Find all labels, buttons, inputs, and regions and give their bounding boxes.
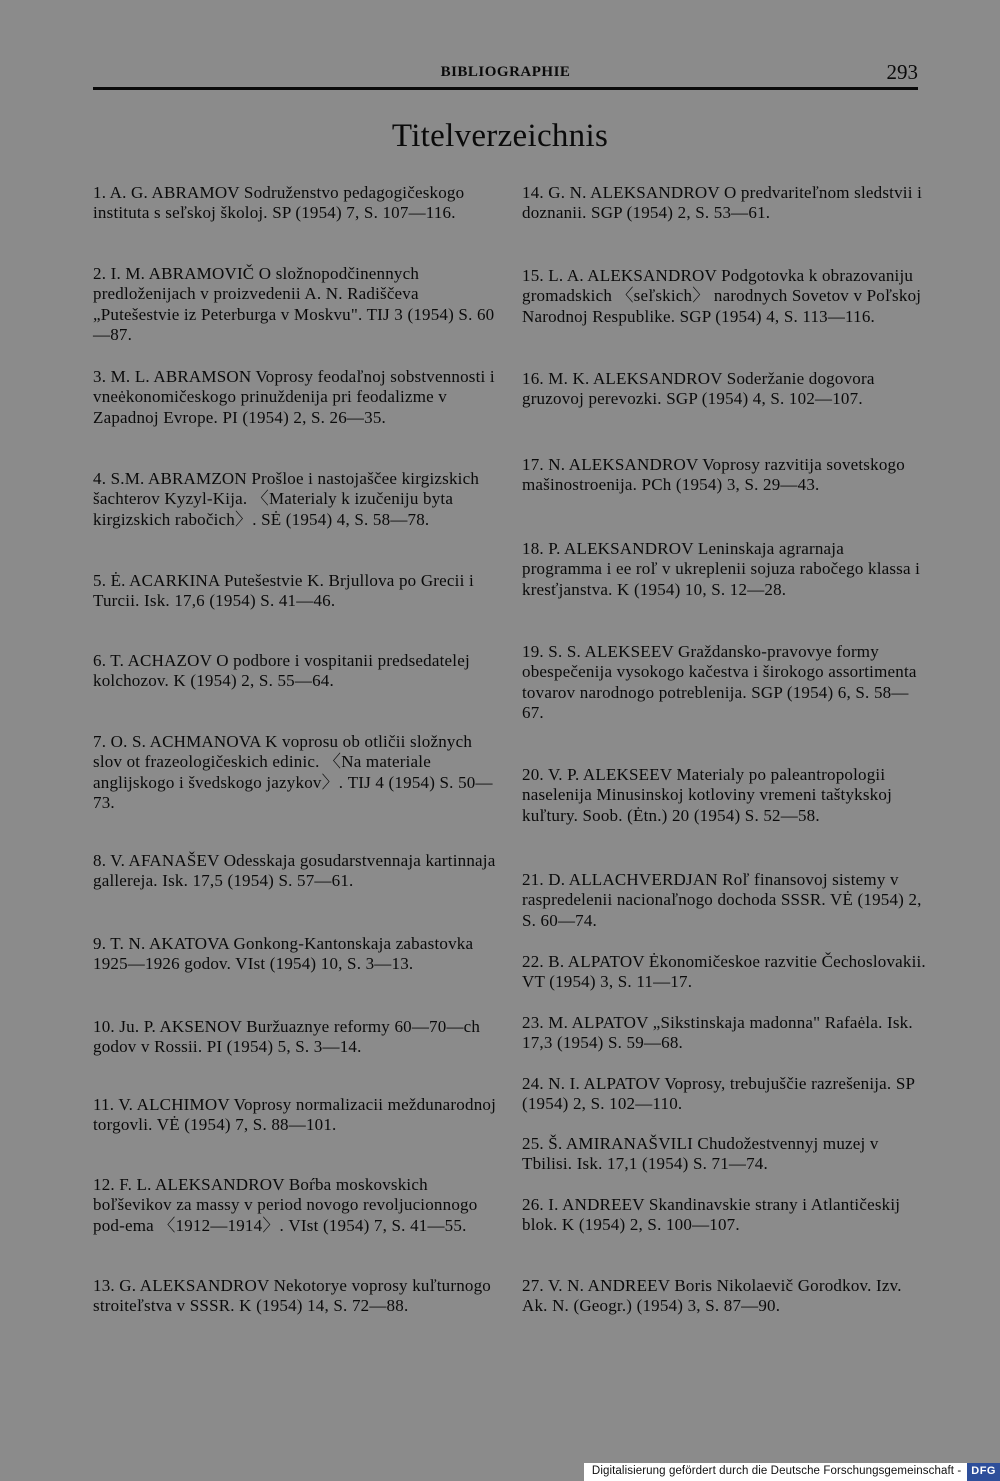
bibliography-entry: 23. M. ALPATOV „Sikstinskaja madonna" Rafaėla. Isk. 17,3 (1954) S. 59—68. [522, 1013, 913, 1053]
footer-credit-text: Digitalisierung gefördert durch die Deutsche Forschungsgemeinschaft - [584, 1463, 967, 1481]
bibliography-entry: 26. I. ANDREEV Skandinavskie strany i Atlantičeskij blok. K (1954) 2, S. 100—107. [522, 1195, 901, 1235]
bibliography-entry: 4. S.M. ABRAMZON Prošloe i nastojaščee kirgizskich šachterov Kyzyl-Kija. 〈Materialy k izučeniju byta kirgizskich rabočich〉. SĖ (1954) 4, S. 58—78. [93, 469, 480, 529]
bibliography-entry: 22. B. ALPATOV Ėkonomičeskoe razvitie Čechoslovakii. VT (1954) 3, S. 11—17. [522, 952, 926, 992]
bibliography-entry: 8. V. AFANAŠEV Odesskaja gosudarstvennaja kartinnaja gallereja. Isk. 17,5 (1954) S. 57—61. [93, 851, 496, 891]
bibliography-entry: 7. O. S. ACHMANOVA K voprosu ob otličii složnych slov ot frazeologičeskich edinic. 〈Na materiale anglijskogo i švedskogo jazykov〉. TIJ 4 (1954) S. 50—73. [93, 732, 493, 812]
bibliography-entry: 20. V. P. ALEKSEEV Materialy po paleantropologii naselenija Minusinskoj kotloviny vremeni taštykskoj kuľtury. Soob. (Ėtn.) 20 (1954) S. 52—58. [522, 765, 892, 825]
bibliography-entry: 10. Ju. P. AKSENOV Buržuaznye reformy 60—70—ch godov v Rossii. PI (1954) 5, S. 3—14. [93, 1017, 481, 1057]
bibliography-entry: 19. S. S. ALEKSEEV Graždansko-pravovye formy obespečenija vysokogo kačestva i širokogo assortimenta tovarov narodnogo potreblenija. SGP (1954) 6, S. 58—67. [522, 642, 917, 722]
digitization-footer [584, 1463, 1000, 1481]
running-title: BIBLIOGRAPHIE [440, 64, 571, 80]
bibliography-entry: 21. D. ALLACHVERDJAN Roľ finansovoj sistemy v raspredelenii nacionaľnogo dochoda SSSR. VĖ (1954) 2, S. 60—74. [522, 870, 922, 930]
header-rule [93, 87, 918, 90]
bibliography-entry: 9. T. N. AKATOVA Gonkong-Kantonskaja zabastovka 1925—1926 godov. VIst (1954) 10, S. 3—13. [93, 934, 474, 974]
bibliography-entry: 15. L. A. ALEKSANDROV Podgotovka k obrazovaniju gromadskich 〈seľskich〉 narodnych Sovetov v Poľskoj Narodnoj Respublike. SGP (1954) 4, S. 113—116. [522, 266, 922, 326]
bibliography-entry: 6. T. ACHAZOV O podbore i vospitanii predsedatelej kolchozov. K (1954) 2, S. 55—64. [93, 651, 470, 691]
dfg-logo: DFG [967, 1463, 1000, 1481]
bibliography-entry: 5. Ė. ACARKINA Putešestvie K. Brjullova po Grecii i Turcii. Isk. 17,6 (1954) S. 41—46. [93, 571, 474, 611]
bibliography-entry: 17. N. ALEKSANDROV Voprosy razvitija sovetskogo mašinostroenija. PCh (1954) 3, S. 29—43. [522, 455, 905, 495]
bibliography-entry: 14. G. N. ALEKSANDROV O predvariteľnom sledstvii i doznanii. SGP (1954) 2, S. 53—61. [522, 183, 923, 223]
bibliography-entry: 3. M. L. ABRAMSON Voprosy feodaľnoj sobstvennosti i vneėkonomičeskogo prinuždenija pri feodalizme v Zapadnoj Evrope. PI (1954) 2, S. 26—35. [93, 367, 495, 427]
bibliography-entry: 25. Š. AMIRANAŠVILI Chudožestvennyj muzej v Tbilisi. Isk. 17,1 (1954) S. 71—74. [522, 1134, 879, 1174]
bibliography-entry: 12. F. L. ALEKSANDROV Boŕba moskovskich boľševikov za massy v period novogo revoljucionnogo pod-ema 〈1912—1914〉. VIst (1954) 7, S. 41—55. [93, 1175, 478, 1235]
bibliography-entry: 18. P. ALEKSANDROV Leninskaja agrarnaja programma i ee roľ v ukreplenii sojuza rabočego klassa i kresťjanstva. K (1954) 10, S. 12—28. [522, 539, 921, 599]
page-header [93, 60, 918, 90]
bibliography-entry: 24. N. I. ALPATOV Voprosy, trebujuščie razrešenija. SP (1954) 2, S. 102—110. [522, 1074, 915, 1114]
bibliography-entry: 11. V. ALCHIMOV Voprosy normalizacii meždunarodnoj torgovli. VĖ (1954) 7, S. 88—101. [93, 1095, 497, 1135]
bibliography-entry: 1. A. G. ABRAMOV Sodruženstvo pedagogičeskogo instituta s seľskoj školoj. SP (1954) 7, S. 107—116. [93, 183, 465, 223]
page-title: Titelverzeichnis [391, 118, 609, 154]
page-number: 293 [886, 60, 918, 84]
bibliography-entry: 27. V. N. ANDREEV Boris Nikolaevič Gorodkov. Izv. Ak. N. (Geogr.) (1954) 3, S. 87—90. [522, 1276, 902, 1316]
bibliography-entry: 16. M. K. ALEKSANDROV Soderžanie dogovora gruzovoj perevozki. SGP (1954) 4, S. 102—107. [522, 369, 875, 409]
bibliography-entry: 2. I. M. ABRAMOVIČ O složnopodčinennych predloženijach v proizvedenii A. N. Radiščeva „Putešestvie iz Peterburga v Moskvu". TIJ 3 (1954) S. 60—87. [93, 264, 495, 344]
bibliography-entry: 13. G. ALEKSANDROV Nekotorye voprosy kuľturnogo stroiteľstva v SSSR. K (1954) 14, S. 72—88. [93, 1276, 492, 1316]
